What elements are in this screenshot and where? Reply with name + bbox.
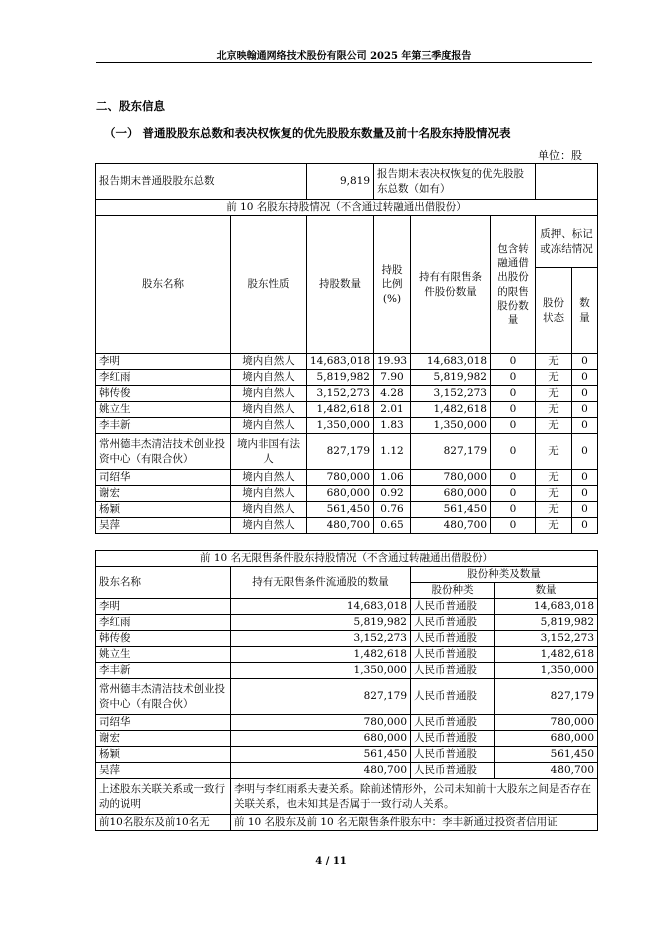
table-row (96, 763, 598, 779)
cell-type: 人民币普通股 (411, 731, 495, 747)
summary-label-right: 报告期末表决权恢复的优先股股东总数（如有） (374, 164, 536, 200)
cell-type: 人民币普通股 (411, 647, 495, 663)
cell-name: 李丰新 (96, 418, 231, 434)
cell-restricted: 1,350,000 (411, 418, 491, 434)
cell-name: 常州德丰杰清洁技术创业投资中心（有限合伙） (96, 679, 231, 715)
cell-nature: 境内自然人 (231, 418, 307, 434)
cell-name: 李丰新 (96, 663, 231, 679)
section-title: 二、股东信息 (96, 99, 165, 113)
relation-label: 上述股东关联关系或一致行动的说明 (96, 779, 231, 815)
u-col-header-qty: 数量 (495, 583, 598, 599)
cell-qty: 680,000 (495, 731, 598, 747)
cell-status: 无 (536, 486, 572, 502)
cell-count: 3,152,273 (231, 631, 411, 647)
table-row (96, 715, 598, 731)
margin-label: 前10名股东及前10名无 (96, 815, 231, 831)
cell-ratio: 19.93 (374, 354, 411, 370)
cell-restricted: 1,482,618 (411, 402, 491, 418)
cell-name: 韩传俊 (96, 386, 231, 402)
cell-qty: 3,152,273 (495, 631, 598, 647)
cell-qty: 827,179 (495, 679, 598, 715)
cell-type: 人民币普通股 (411, 663, 495, 679)
section-subtitle: （一） 普通股股东总数和表决权恢复的优先股股东数量及前十名股东持股情况表 (104, 126, 511, 140)
cell-name: 司绍华 (96, 715, 231, 731)
cell-shares: 827,179 (307, 434, 374, 470)
cell-restricted: 827,179 (411, 434, 491, 470)
table-row (96, 502, 598, 518)
cell-count: 0 (572, 354, 598, 370)
cell-lent: 0 (491, 434, 536, 470)
cell-type: 人民币普通股 (411, 747, 495, 763)
cell-type: 人民币普通股 (411, 599, 495, 615)
cell-count: 561,450 (231, 747, 411, 763)
cell-count: 5,819,982 (231, 615, 411, 631)
table-row (96, 470, 598, 486)
cell-qty: 1,482,618 (495, 647, 598, 663)
col-header-shares: 持股数量 (307, 216, 374, 354)
summary-value-left: 9,819 (307, 164, 374, 200)
cell-shares: 14,683,018 (307, 354, 374, 370)
cell-ratio: 1.83 (374, 418, 411, 434)
cell-qty: 14,683,018 (495, 599, 598, 615)
col-header-nature: 股东性质 (231, 216, 307, 354)
relation-text: 李明与李红雨系夫妻关系。除前述情形外，公司未知前十大股东之间是否存在关联关系，也未知其是否属于一致行动人关系。 (231, 779, 598, 815)
cell-count: 0 (572, 486, 598, 502)
table-row (96, 518, 598, 534)
table-row (96, 615, 598, 631)
cell-restricted: 5,819,982 (411, 370, 491, 386)
top10-shareholders-table (95, 163, 598, 534)
u-col-header-type-group: 股份种类及数量 (411, 567, 598, 583)
cell-status: 无 (536, 518, 572, 534)
cell-lent: 0 (491, 370, 536, 386)
cell-count: 0 (572, 370, 598, 386)
cell-ratio: 4.28 (374, 386, 411, 402)
cell-lent: 0 (491, 386, 536, 402)
cell-name: 常州德丰杰清洁技术创业投资中心（有限合伙） (96, 434, 231, 470)
summary-label-left: 报告期末普通股股东总数 (96, 164, 307, 200)
cell-shares: 480,700 (307, 518, 374, 534)
top10-title: 前 10 名股东持股情况（不含通过转融通出借股份） (96, 200, 598, 216)
cell-count: 1,482,618 (231, 647, 411, 663)
cell-type: 人民币普通股 (411, 615, 495, 631)
table-row (96, 599, 598, 615)
cell-qty: 5,819,982 (495, 615, 598, 631)
u-col-header-type: 股份种类 (411, 583, 495, 599)
col-header-pledge: 质押、标记或冻结情况 (536, 216, 598, 268)
unrestricted-shareholders-table (95, 550, 598, 831)
margin-text: 前 10 名股东及前 10 名无限售条件股东中：李丰新通过投资者信用证 (231, 815, 598, 831)
table-row (96, 663, 598, 679)
cell-restricted: 14,683,018 (411, 354, 491, 370)
cell-name: 吴萍 (96, 763, 231, 779)
cell-shares: 1,350,000 (307, 418, 374, 434)
cell-status: 无 (536, 470, 572, 486)
cell-nature: 境内自然人 (231, 518, 307, 534)
cell-name: 吴萍 (96, 518, 231, 534)
cell-qty: 480,700 (495, 763, 598, 779)
page-header: 北京映翰通网络技术股份有限公司 2025 年第三季度报告 (216, 51, 472, 62)
cell-nature: 境内自然人 (231, 370, 307, 386)
cell-name: 谢宏 (96, 731, 231, 747)
cell-shares: 780,000 (307, 470, 374, 486)
cell-restricted: 3,152,273 (411, 386, 491, 402)
cell-qty: 561,450 (495, 747, 598, 763)
cell-type: 人民币普通股 (411, 631, 495, 647)
cell-ratio: 7.90 (374, 370, 411, 386)
cell-count: 1,350,000 (231, 663, 411, 679)
cell-name: 李红雨 (96, 615, 231, 631)
table-row (96, 647, 598, 663)
cell-shares: 3,152,273 (307, 386, 374, 402)
cell-status: 无 (536, 402, 572, 418)
cell-name: 司绍华 (96, 470, 231, 486)
cell-ratio: 0.76 (374, 502, 411, 518)
cell-name: 姚立生 (96, 402, 231, 418)
cell-count: 0 (572, 434, 598, 470)
cell-ratio: 2.01 (374, 402, 411, 418)
cell-lent: 0 (491, 402, 536, 418)
table-row (96, 418, 598, 434)
table-row (96, 386, 598, 402)
cell-qty: 1,350,000 (495, 663, 598, 679)
table-row (96, 402, 598, 418)
cell-lent: 0 (491, 486, 536, 502)
u-col-header-count: 持有无限售条件流通股的数量 (231, 567, 411, 599)
cell-nature: 境内自然人 (231, 502, 307, 518)
cell-qty: 780,000 (495, 715, 598, 731)
cell-count: 0 (572, 502, 598, 518)
cell-count: 480,700 (231, 763, 411, 779)
cell-count: 0 (572, 418, 598, 434)
page-number: 4 / 11 (315, 856, 347, 867)
cell-shares: 680,000 (307, 486, 374, 502)
cell-restricted: 780,000 (411, 470, 491, 486)
col-header-pledge-status: 股份状态 (536, 268, 572, 354)
cell-nature: 境内自然人 (231, 386, 307, 402)
cell-lent: 0 (491, 502, 536, 518)
cell-count: 0 (572, 518, 598, 534)
cell-status: 无 (536, 354, 572, 370)
cell-name: 姚立生 (96, 647, 231, 663)
cell-nature: 境内自然人 (231, 402, 307, 418)
cell-status: 无 (536, 418, 572, 434)
cell-restricted: 480,700 (411, 518, 491, 534)
table-row (96, 747, 598, 763)
cell-restricted: 561,450 (411, 502, 491, 518)
unrestricted-title: 前 10 名无限售条件股东持股情况（不含通过转融通出借股份） (96, 551, 598, 567)
cell-name: 谢宏 (96, 486, 231, 502)
cell-status: 无 (536, 434, 572, 470)
u-col-header-name: 股东名称 (96, 567, 231, 599)
col-header-ratio: 持股比例(%) (374, 216, 411, 354)
cell-name: 李明 (96, 599, 231, 615)
cell-ratio: 1.12 (374, 434, 411, 470)
cell-name: 李红雨 (96, 370, 231, 386)
cell-lent: 0 (491, 470, 536, 486)
cell-ratio: 0.65 (374, 518, 411, 534)
table-row (96, 486, 598, 502)
table-row (96, 679, 598, 715)
cell-lent: 0 (491, 518, 536, 534)
cell-lent: 0 (491, 354, 536, 370)
col-header-name: 股东名称 (96, 216, 231, 354)
table-row (96, 370, 598, 386)
cell-ratio: 0.92 (374, 486, 411, 502)
header-rule (96, 62, 592, 63)
cell-nature: 境内自然人 (231, 354, 307, 370)
cell-type: 人民币普通股 (411, 679, 495, 715)
unit-label: 单位：股 (538, 149, 582, 162)
cell-status: 无 (536, 370, 572, 386)
cell-shares: 561,450 (307, 502, 374, 518)
cell-name: 韩传俊 (96, 631, 231, 647)
cell-ratio: 1.06 (374, 470, 411, 486)
cell-nature: 境内自然人 (231, 470, 307, 486)
cell-name: 杨颖 (96, 747, 231, 763)
cell-status: 无 (536, 502, 572, 518)
cell-name: 李明 (96, 354, 231, 370)
table-row (96, 354, 598, 370)
cell-shares: 1,482,618 (307, 402, 374, 418)
table-row (96, 731, 598, 747)
col-header-restricted: 持有有限售条件股份数量 (411, 216, 491, 354)
cell-shares: 5,819,982 (307, 370, 374, 386)
cell-nature: 境内非国有法人 (231, 434, 307, 470)
cell-count: 680,000 (231, 731, 411, 747)
table-row (96, 434, 598, 470)
cell-type: 人民币普通股 (411, 763, 495, 779)
summary-value-right (536, 164, 598, 200)
cell-name: 杨颖 (96, 502, 231, 518)
cell-count: 0 (572, 470, 598, 486)
col-header-pledge-count: 数量 (572, 268, 598, 354)
cell-status: 无 (536, 386, 572, 402)
cell-count: 0 (572, 386, 598, 402)
col-header-lent: 包含转融通借出股份的限售股份数量 (491, 216, 536, 354)
table-row (96, 631, 598, 647)
cell-type: 人民币普通股 (411, 715, 495, 731)
cell-count: 827,179 (231, 679, 411, 715)
cell-count: 780,000 (231, 715, 411, 731)
cell-restricted: 680,000 (411, 486, 491, 502)
cell-lent: 0 (491, 418, 536, 434)
cell-nature: 境内自然人 (231, 486, 307, 502)
cell-count: 14,683,018 (231, 599, 411, 615)
cell-count: 0 (572, 402, 598, 418)
